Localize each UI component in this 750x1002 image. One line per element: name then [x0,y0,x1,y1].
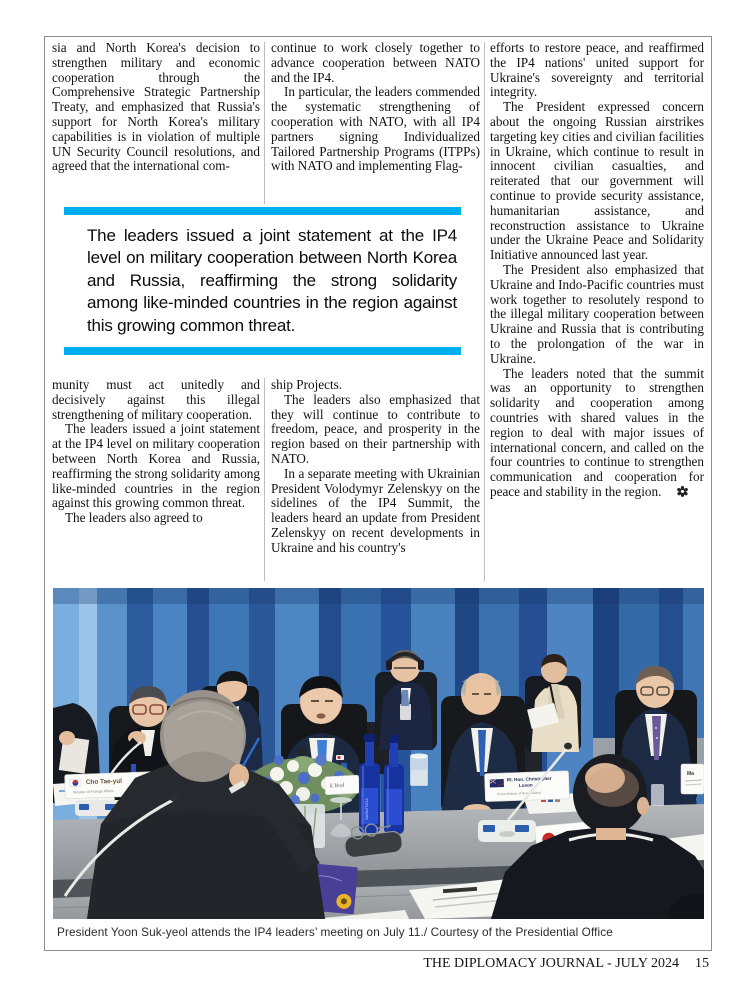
column-1-bottom [52,378,260,583]
journal-title: THE DIPLOMACY JOURNAL - JULY 2024 [423,956,679,971]
svg-text:SARATOGA: SARATOGA [364,798,369,820]
column-rule [484,42,485,581]
column-1-top [52,41,260,205]
body-paragraph: The leaders also agreed to [65,510,203,526]
body-paragraph: continue to work closely together to advance cooperation between NATO and the IP4. [271,41,480,85]
svg-text:Luxon: Luxon [518,782,533,788]
column-rule [264,42,265,204]
body-paragraph: The President expressed concern about the ongoing Russian airstrikes targeting key cities and civilian facilities in Ukraine, which continue to result in innocent civilian casualties, and reiterated that our government will continue to provide security assistance, humanitarian assistance, and reconstruction assistance to Ukraine under the Ukraine Peace and Solidarity Initiative announced last year. [490,99,704,263]
water-glass [410,753,428,786]
pull-quote-top-bar [64,207,461,215]
nameplate-right-partial [681,764,704,794]
meeting-photo [53,588,704,919]
flower-end-mark-icon [664,486,688,501]
body-paragraph: In a separate meeting with Ukrainian President Volodymyr Zelenskyy on the sidelines of the IP4 Summit, the leaders heard an update from President Zelenskyy on recent developments in Ukraine and his country's [271,465,480,555]
meeting-photo-illustration [53,588,704,919]
svg-text:Prime Minister of New Zealand: Prime Minister of New Zealand [497,790,541,797]
svg-text:Cho Tae-yul: Cho Tae-yul [85,777,123,787]
photo-caption: President Yoon Suk-yeol attends the IP4 leaders’ meeting on July 11./ Courtesy of the Presidential Office [57,925,613,939]
pull-quote [64,207,461,355]
body-paragraph: The leaders also emphasized that they will continue to contribute to freedom, peace, and prosperity in the region based on their partnership with NATO. [271,391,480,466]
body-paragraph: efforts to restore peace, and reaffirmed the IP4 nations' united support for Ukraine's sovereignty and territorial integrity. [490,41,704,100]
svg-text:Minister of Foreign Affairs: Minister of Foreign Affairs [73,789,114,795]
body-paragraph: munity must act unitedly and decisively against this illegal strengthening of military cooperation. [52,378,260,422]
pull-quote-bottom-bar [64,347,461,355]
page-footer [423,956,709,972]
body-paragraph: ship Projects. [271,378,343,392]
column-3 [490,41,704,582]
svg-text:Rt. Hon. Christopher: Rt. Hon. Christopher [506,775,552,783]
nameplate-yoon-partial [325,775,360,795]
body-paragraph: The President also emphasized that Ukraine and Indo-Pacific countries must work together to resolutely respond to the illegal military cooperation between Ukraine and Russia that is contributing to the prolongation of the war in Ukraine. [490,261,704,366]
svg-text:k Yeol: k Yeol [329,782,345,790]
svg-text:Ma: Ma [687,771,694,777]
body-paragraph: The leaders issued a joint statement at the IP4 level on military cooperation between North Korea and Russia, reaffirming the strong solidarity among like-minded countries in the region against this growing common threat. [52,421,260,511]
body-paragraph: In particular, the leaders commended the systematic strengthening of cooperation with NATO, with all IP4 partners signing Individualized Tailored Partnership Programs (ITPPs) with NATO and implementing Flag- [271,84,480,174]
page-number: 15 [695,956,709,971]
body-paragraph [490,367,704,501]
column-2-bottom [271,378,480,583]
body-text: The leaders noted that the summit was an opportunity to strengthen solidarity and cooperation among countries with shared values in the region to deal with major issues of international concern, and called on the four countries to continue to strengthen communication and cooperation for peace and stability in the region. [490,365,704,499]
body-paragraph: sia and North Korea's decision to strengthen military and economic cooperation through the Comprehensive Strategic Partnership Treaty, and emphasized that Russia's support for North Korea's military capabilities is in violation of multiple UN Security Council resolutions, and agreed that the international com- [52,41,260,174]
column-rule [264,378,265,581]
pull-quote-text: The leaders issued a joint statement at the IP4 level on military cooperation between North Korea and Russia, reaffirming the strong solidarity among like-minded countries in the region against this growing common threat. [87,225,457,335]
column-2-top [271,41,480,205]
